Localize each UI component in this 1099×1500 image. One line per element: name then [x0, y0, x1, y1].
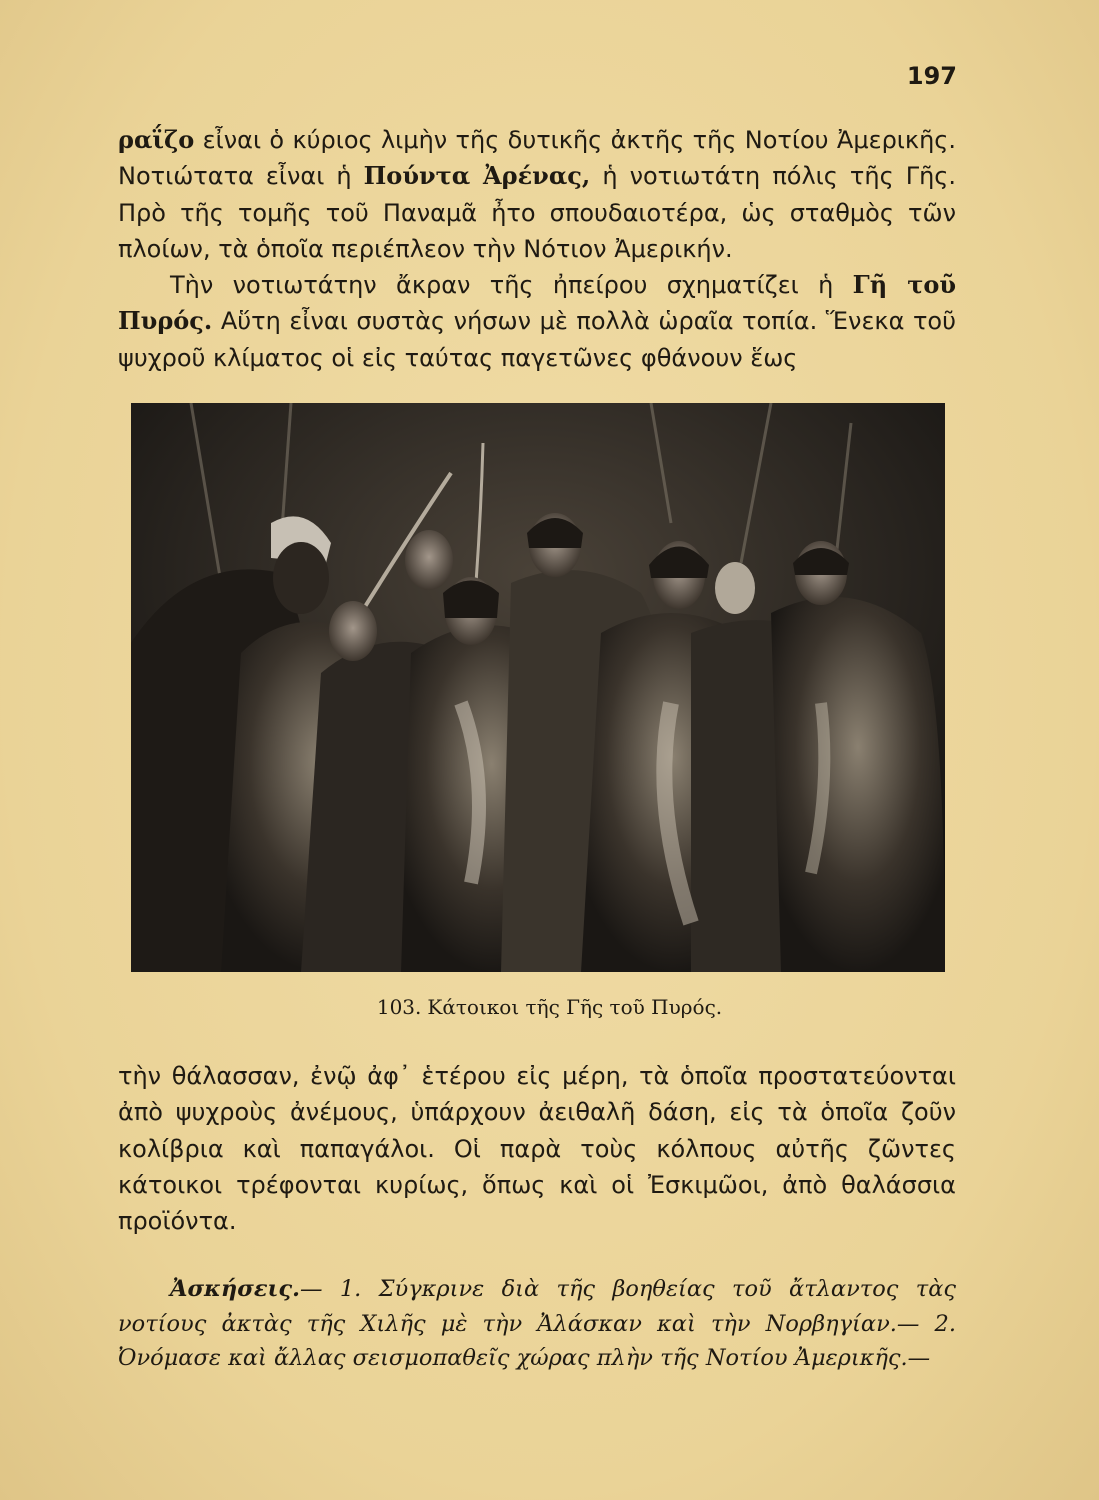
body-text-bottom: τὴν θάλασσαν, ἐνῷ ἀφ᾿ ἑτέρου εἰς μέρη, τὰ ὁποῖα προστατεύονται ἀπὸ ψυχροὺς ἀνέμους, ὑπάρχουν ἀειθαλῆ δάση, εἰς τὰ ὁποῖα ζοῦν κολίβρια καὶ παπαγάλοι. Οἱ παρὰ τοὺς κόλπους αὐτῆς ζῶντες κάτοικοι τρέφονται κυρίως, ὅπως καὶ οἱ Ἐσκιμῶοι, ἀπὸ θαλάσσια προϊόντα.: [118, 1062, 956, 1236]
figure-photo: [131, 403, 945, 972]
body-text-top: [118, 122, 956, 376]
text-segment: εἶναι ὁ κύριος λιμὴν τῆς δυτικῆς ἀκτῆς τῆς Νοτίου Ἀμερικῆς. Νοτιώτατα εἶναι ἡ: [118, 126, 956, 191]
text-segment: ἡ νοτιωτάτη πόλις τῆς Γῆς. Πρὸ τῆς τομῆς τοῦ Παναμᾶ ἦτο σπουδαιοτέρα, ὡς σταθμὸς τῶν πλοίων, τὰ ὁποῖα περιέπλεον τὴν Νότιον Ἀμερικήν.: [118, 162, 956, 263]
text-segment: Αὕτη εἶναι συστὰς νήσων μὲ πολλὰ ὡραῖα τοπία. Ἕνεκα τοῦ ψυχροῦ κλίματος οἱ εἰς ταύτας παγετῶνες φθάνουν ἕως: [118, 307, 956, 372]
term-port: ραΐζο: [118, 125, 195, 154]
photo-illustration: [131, 403, 945, 972]
figure-caption-text: Κάτοικοι τῆς Γῆς τοῦ Πυρός.: [427, 995, 723, 1019]
exercises-text: — 1. Σύγκρινε διὰ τῆς βοηθείας τοῦ ἄτλαντος τὰς νοτίους ἀκτὰς τῆς Χιλῆς μὲ τὴν Ἀλάσκαν καὶ τὴν Νορβηγίαν.— 2. Ὀνόμασε καὶ ἄλλας σεισμοπαθεῖς χώρας πλὴν τῆς Νοτίου Ἀμερικῆς.—: [118, 1276, 956, 1372]
exercises-label: Ἀσκήσεις.: [170, 1276, 300, 1302]
term-punta-arenas: Πούντα Ἀρένας,: [363, 161, 591, 191]
figure-number: 103.: [376, 995, 422, 1019]
page-number: 197: [906, 62, 957, 90]
figure-caption: [0, 995, 1099, 1019]
exercises: [118, 1272, 956, 1376]
term-tierra-del-fuego: Γῆ τοῦ Πυρός.: [118, 270, 956, 336]
text-segment: Τὴν νοτιωτάτην ἄκραν τῆς ἠπείρου σχηματίζει ἡ: [170, 271, 853, 300]
